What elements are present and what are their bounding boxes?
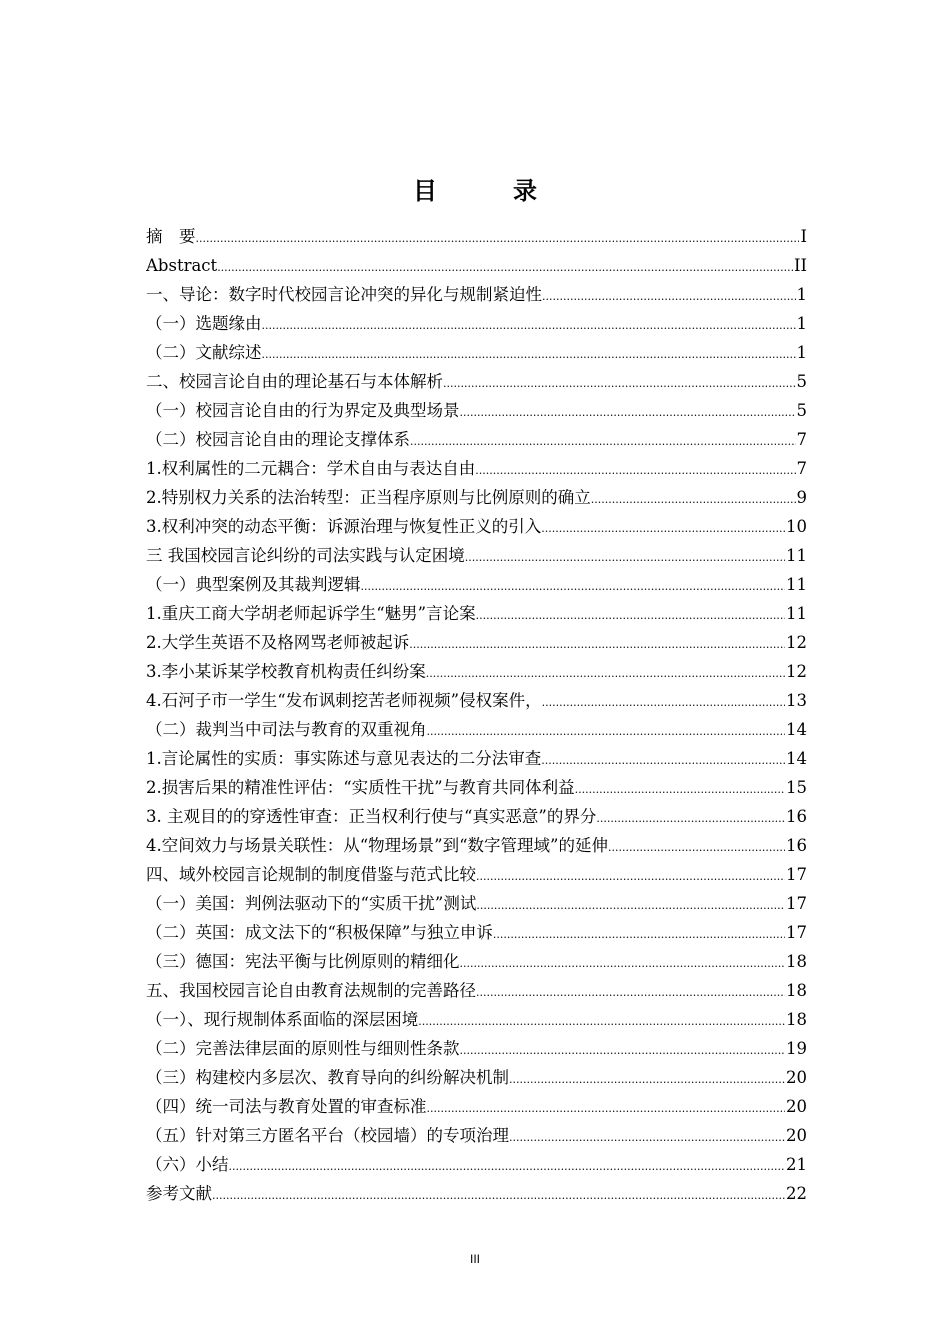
- dot-leader: [476, 891, 785, 918]
- toc-entry-label: （三）德国：宪法平衡与比例原则的精细化: [146, 952, 460, 971]
- toc-entry-label: 五、我国校园言论自由教育法规制的完善路径: [146, 981, 476, 1000]
- dot-leader: [475, 456, 795, 483]
- toc-entry-page: 11: [786, 546, 807, 565]
- toc-entry-label: （一）校园言论自由的行为界定及典型场景: [146, 401, 460, 420]
- toc-entry[interactable]: [146, 831, 807, 860]
- dot-leader: [460, 949, 786, 976]
- dot-leader: [361, 572, 786, 599]
- dot-leader: [212, 1181, 785, 1208]
- toc-entry-label: 3.李小某诉某学校教育机构责任纠纷案: [146, 662, 426, 681]
- toc-entry[interactable]: [146, 744, 807, 773]
- toc-entry-label: （二）文献综述: [146, 343, 262, 362]
- toc-entry-page: 13: [786, 691, 807, 710]
- toc-entry[interactable]: [146, 425, 807, 454]
- toc-entry-label: 参考文献: [146, 1184, 212, 1203]
- toc-entry-page: 20: [786, 1097, 807, 1116]
- toc-entry[interactable]: [146, 628, 807, 657]
- toc-entry-page: 11: [786, 575, 807, 594]
- toc-entry-label: （一）、现行规制体系面临的深层困境: [146, 1010, 419, 1029]
- dot-leader: [596, 804, 785, 831]
- toc-entry[interactable]: [146, 570, 807, 599]
- toc-entry[interactable]: [146, 686, 807, 715]
- toc-entry-label: 4.空间效力与场景关联性：从“物理场景”到“数字管理域”的延伸: [146, 836, 608, 855]
- dot-leader: [427, 717, 786, 744]
- toc-entry-label: （六）小结: [146, 1155, 229, 1174]
- toc-entry-label: 2.特别权力关系的法治转型：正当程序原则与比例原则的确立: [146, 488, 591, 507]
- toc-entry-page: 16: [786, 807, 807, 826]
- toc-entry[interactable]: [146, 1179, 807, 1208]
- toc-entry[interactable]: [146, 1034, 807, 1063]
- dot-leader: [608, 833, 785, 860]
- dot-leader: [575, 775, 785, 802]
- toc-entry-page: 7: [796, 430, 807, 449]
- toc-entry-page: 14: [786, 720, 807, 739]
- toc-entry-page: 11: [786, 604, 807, 623]
- toc-entry[interactable]: [146, 1092, 807, 1121]
- toc-entry-page: 7: [796, 459, 807, 478]
- toc-entry[interactable]: [146, 976, 807, 1005]
- toc-entry[interactable]: [146, 1121, 807, 1150]
- toc-entry-label: 摘 要: [146, 227, 196, 246]
- dot-leader: [541, 746, 785, 773]
- toc-entry-label: 三 我国校园言论纠纷的司法实践与认定困境: [146, 546, 465, 565]
- toc-entry-page: 14: [786, 749, 807, 768]
- dot-leader: [217, 253, 793, 280]
- toc-entry-page: 22: [786, 1184, 807, 1203]
- toc-entry-label: （四）统一司法与教育处置的审查标准: [146, 1097, 427, 1116]
- dot-leader: [427, 1094, 786, 1121]
- dot-leader: [541, 514, 785, 541]
- dot-leader: [426, 659, 785, 686]
- dot-leader: [262, 311, 796, 338]
- toc-entry[interactable]: [146, 338, 807, 367]
- dot-leader: [443, 369, 796, 396]
- toc-entry-label: （一）选题缘由: [146, 314, 262, 333]
- toc-entry[interactable]: [146, 599, 807, 628]
- page-number: III: [469, 1252, 480, 1266]
- toc-entry[interactable]: [146, 483, 807, 512]
- toc-entry-page: 21: [786, 1155, 807, 1174]
- toc-entry-page: 12: [786, 633, 807, 652]
- toc-entry-label: （一）美国：判例法驱动下的“实质干扰”测试: [146, 894, 477, 913]
- toc-entry-label: 3.权利冲突的动态平衡：诉源治理与恢复性正义的引入: [146, 517, 542, 536]
- toc-entry[interactable]: [146, 222, 807, 251]
- toc-entry[interactable]: [146, 773, 807, 802]
- toc-entry-page: 5: [796, 401, 807, 420]
- toc-entry[interactable]: [146, 367, 807, 396]
- toc-entry[interactable]: [146, 889, 807, 918]
- toc-entry-page: 1: [796, 314, 807, 333]
- toc-entry[interactable]: [146, 657, 807, 686]
- toc-entry-page: I: [800, 227, 807, 246]
- toc-entry[interactable]: [146, 541, 807, 570]
- toc-entry[interactable]: [146, 860, 807, 889]
- toc-entry-label: 四、域外校园言论规制的制度借鉴与范式比较: [146, 865, 476, 884]
- toc-entry-page: 12: [786, 662, 807, 681]
- toc-title: 目 录: [413, 177, 563, 205]
- toc-entry-label: 1.重庆工商大学胡老师起诉学生“魅男”言论案: [146, 604, 476, 623]
- toc-entry-page: 17: [786, 923, 807, 942]
- toc-entry-label: （二）校园言论自由的理论支撑体系: [146, 430, 410, 449]
- dot-leader: [460, 1036, 786, 1063]
- toc-entry-label: （三）构建校内多层次、教育导向的纠纷解决机制: [146, 1068, 509, 1087]
- toc-entry-label: 1.权利属性的二元耦合：学术自由与表达自由: [146, 459, 476, 478]
- toc-entry-label: Abstract: [146, 256, 218, 275]
- toc-entry-page: 9: [796, 488, 807, 507]
- toc-entry-page: 1: [796, 285, 807, 304]
- dot-leader: [196, 224, 800, 251]
- toc-entry-label: 2.损害后果的精准性评估：“实质性干扰”与教育共同体利益: [146, 778, 575, 797]
- toc-entry-label: （五）针对第三方匿名平台（校园墙）的专项治理: [146, 1126, 509, 1145]
- dot-leader: [542, 688, 785, 715]
- toc-entry-label: （二）裁判当中司法与教育的双重视角: [146, 720, 427, 739]
- toc-entry-page: 20: [786, 1126, 807, 1145]
- toc-entry-label: 二、校园言论自由的理论基石与本体解析: [146, 372, 443, 391]
- dot-leader: [410, 427, 796, 454]
- dot-leader: [493, 920, 785, 947]
- toc-entry-page: 18: [786, 1010, 807, 1029]
- dot-leader: [409, 630, 785, 657]
- toc-entry-label: 3. 主观目的的穿透性审查：正当权利行使与“真实恶意”的界分: [146, 807, 597, 826]
- dot-leader: [262, 340, 796, 367]
- toc-entry[interactable]: [146, 1063, 807, 1092]
- toc-entry[interactable]: [146, 802, 807, 831]
- toc-entry-page: 15: [786, 778, 807, 797]
- toc-entry-page: 18: [786, 952, 807, 971]
- toc-entry-label: 1.言论属性的实质：事实陈述与意见表达的二分法审查: [146, 749, 542, 768]
- dot-leader: [465, 543, 785, 570]
- toc-list: [146, 222, 807, 1208]
- toc-entry-page: 19: [786, 1039, 807, 1058]
- toc-entry-label: 一、导论：数字时代校园言论冲突的异化与规制紧迫性: [146, 285, 542, 304]
- toc-entry-page: 18: [786, 981, 807, 1000]
- toc-entry[interactable]: [146, 1005, 807, 1034]
- toc-entry[interactable]: [146, 918, 807, 947]
- toc-entry-page: 17: [786, 865, 807, 884]
- toc-entry[interactable]: [146, 454, 807, 483]
- toc-entry-label: （一）典型案例及其裁判逻辑: [146, 575, 361, 594]
- dot-leader: [476, 978, 785, 1005]
- toc-entry-label: （二）完善法律层面的原则性与细则性条款: [146, 1039, 460, 1058]
- toc-entry[interactable]: [146, 251, 807, 280]
- dot-leader: [476, 601, 785, 628]
- dot-leader: [509, 1065, 785, 1092]
- toc-entry-page: 17: [786, 894, 807, 913]
- toc-entry-page: 10: [786, 517, 807, 536]
- dot-leader: [476, 862, 785, 889]
- toc-entry[interactable]: [146, 396, 807, 425]
- toc-entry[interactable]: [146, 947, 807, 976]
- dot-leader: [418, 1007, 785, 1034]
- toc-entry-page: II: [793, 256, 807, 275]
- toc-entry-page: 1: [796, 343, 807, 362]
- toc-entry[interactable]: [146, 280, 807, 309]
- toc-entry-page: 5: [796, 372, 807, 391]
- toc-entry[interactable]: [146, 1150, 807, 1179]
- dot-leader: [591, 485, 796, 512]
- toc-entry[interactable]: [146, 715, 807, 744]
- toc-entry-label: 4.石河子市一学生“发布讽刺挖苦老师视频”侵权案件，: [146, 691, 542, 710]
- toc-entry-label: （二）英国：成文法下的“积极保障”与独立申诉: [146, 923, 493, 942]
- dot-leader: [229, 1152, 786, 1179]
- toc-entry[interactable]: [146, 309, 807, 338]
- toc-entry-page: 16: [786, 836, 807, 855]
- toc-entry-page: 20: [786, 1068, 807, 1087]
- dot-leader: [460, 398, 796, 425]
- toc-entry-label: 2.大学生英语不及格网骂老师被起诉: [146, 633, 410, 652]
- dot-leader: [542, 282, 796, 309]
- dot-leader: [509, 1123, 785, 1150]
- toc-entry[interactable]: [146, 512, 807, 541]
